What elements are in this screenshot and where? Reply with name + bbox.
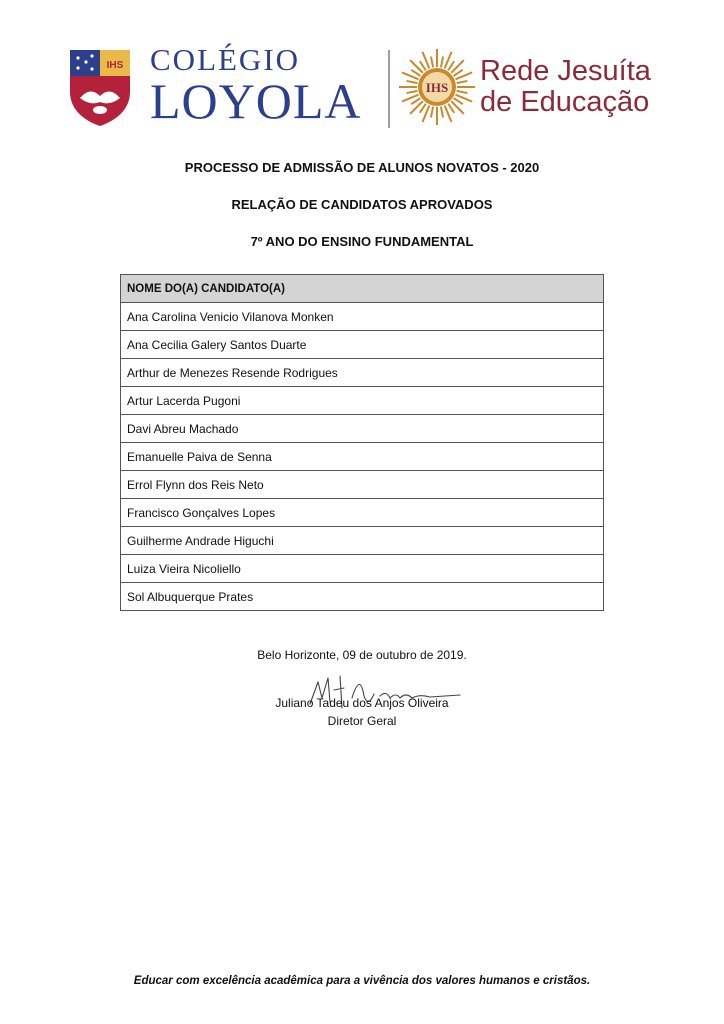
handwritten-signature bbox=[300, 668, 465, 718]
jesuit-sun-logo bbox=[398, 48, 476, 126]
list-title: RELAÇÃO DE CANDIDATOS APROVADOS bbox=[231, 197, 493, 212]
candidate-name: Errol Flynn dos Reis Neto bbox=[121, 471, 604, 499]
column-header-candidate-name: NOME DO(A) CANDIDATO(A) bbox=[121, 275, 604, 303]
table-row bbox=[121, 303, 604, 331]
sun-ray bbox=[448, 61, 454, 70]
header-divider bbox=[388, 50, 390, 128]
signatory-role: Diretor Geral bbox=[327, 714, 397, 728]
candidate-name: Emanuelle Paiva de Senna bbox=[121, 443, 604, 471]
document-titles bbox=[0, 158, 724, 269]
sun-ray bbox=[407, 91, 418, 93]
sun-ray bbox=[431, 107, 433, 118]
school-name-line2: LOYOLA bbox=[150, 73, 362, 129]
sun-ray bbox=[457, 81, 468, 83]
footer-motto: Educar com excelência acadêmica para a vivência dos valores humanos e cristãos. bbox=[133, 975, 591, 987]
table-row bbox=[121, 471, 604, 499]
table-row bbox=[121, 527, 604, 555]
table-row bbox=[121, 499, 604, 527]
candidate-name: Francisco Gonçalves Lopes bbox=[121, 499, 604, 527]
table-row bbox=[121, 415, 604, 443]
table-row bbox=[121, 583, 604, 611]
table-header-row bbox=[121, 275, 604, 303]
table-row bbox=[121, 387, 604, 415]
candidate-name: Guilherme Andrade Higuchi bbox=[121, 527, 604, 555]
grade-title: 7º ANO DO ENSINO FUNDAMENTAL bbox=[250, 234, 474, 249]
table-row bbox=[121, 443, 604, 471]
candidate-name: Ana Carolina Venicio Vilanova Monken bbox=[121, 303, 604, 331]
loyola-shield-logo bbox=[68, 48, 132, 128]
school-name bbox=[150, 42, 362, 129]
network-name bbox=[480, 56, 651, 118]
candidate-name: Arthur de Menezes Resende Rodrigues bbox=[121, 359, 604, 387]
sun-ray bbox=[441, 107, 443, 118]
network-name-line2: de Educação bbox=[480, 86, 650, 118]
sun-ray bbox=[407, 81, 418, 83]
sun-ray bbox=[411, 70, 420, 76]
school-name-line1: COLÉGIO bbox=[150, 42, 301, 77]
approved-candidates-table bbox=[120, 274, 604, 611]
sun-ray bbox=[411, 98, 420, 104]
sun-ray bbox=[448, 104, 454, 113]
sun-ray bbox=[457, 91, 468, 93]
shield-monogram: IHS bbox=[106, 60, 124, 71]
signatory-name: Juliano Tadeu dos Anjos Oliveira bbox=[275, 696, 449, 710]
sun-ray bbox=[420, 61, 426, 70]
sun-ray bbox=[454, 98, 463, 104]
candidate-name: Artur Lacerda Pugoni bbox=[121, 387, 604, 415]
candidate-name: Davi Abreu Machado bbox=[121, 415, 604, 443]
network-name-line1: Rede Jesuíta bbox=[480, 55, 651, 87]
candidate-name: Sol Albuquerque Prates bbox=[121, 583, 604, 611]
candidate-name: Luiza Vieira Nicoliello bbox=[121, 555, 604, 583]
sun-ray bbox=[420, 104, 426, 113]
table-row bbox=[121, 359, 604, 387]
sun-ray bbox=[431, 57, 433, 68]
sun-ray bbox=[454, 70, 463, 76]
sun-ray bbox=[441, 57, 443, 68]
table-row bbox=[121, 555, 604, 583]
process-title: PROCESSO DE ADMISSÃO DE ALUNOS NOVATOS - 2020 bbox=[184, 160, 540, 175]
candidate-name: Ana Cecilia Galery Santos Duarte bbox=[121, 331, 604, 359]
header bbox=[0, 0, 724, 140]
place-date: Belo Horizonte, 09 de outubro de 2019. bbox=[257, 648, 467, 662]
table-row bbox=[121, 331, 604, 359]
sun-monogram: IHS bbox=[425, 80, 449, 95]
